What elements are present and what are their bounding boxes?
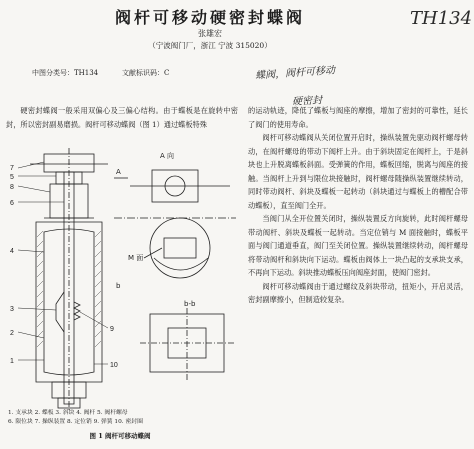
part-number: 5	[10, 174, 14, 181]
part-number: 6	[10, 200, 14, 207]
m-face-label: M 面	[128, 254, 144, 262]
paragraph: 阀杆可移动蝶阀由于通过螺纹及斜块带动，扭矩小，开启灵活，密封副摩擦小，但制造较复杂。	[248, 281, 468, 304]
part-number: 9	[110, 326, 114, 333]
part-number: 2	[10, 330, 14, 337]
spring	[74, 302, 80, 320]
right-column	[248, 104, 468, 307]
b-marker: b	[116, 282, 121, 290]
legend-line: 6. 限位块 7. 操纵装置 8. 定位销 9. 弹簧 10. 密封圈	[8, 419, 143, 425]
classification-number: 中图分类号：TH134	[32, 69, 99, 77]
author: 张雄宏	[198, 29, 222, 38]
document-code: 文献标识码：C	[122, 69, 170, 77]
stem-section	[164, 238, 196, 258]
part-number: 7	[10, 165, 14, 172]
a-marker: A	[116, 168, 121, 176]
part-number: 1	[10, 358, 14, 365]
m-face-detail	[150, 218, 210, 278]
legend-line: 1. 支承块 2. 蝶板 3. 斜块 4. 阀杆 5. 阀杆螺母	[8, 410, 128, 416]
view-a-label: A 向	[160, 152, 175, 160]
figure-legend	[8, 409, 240, 427]
valve-figure	[4, 142, 242, 428]
part-number: 3	[10, 306, 14, 313]
left-column	[6, 104, 238, 131]
wedge-block	[56, 292, 64, 332]
part-number: 8	[10, 184, 14, 191]
figure-caption: 图 1 阀杆可移动蝶阀	[89, 432, 151, 440]
part-number: 4	[10, 248, 14, 255]
disc-arc	[154, 258, 208, 270]
leader-lines	[18, 162, 108, 364]
section-bb-label: b-b	[184, 300, 196, 308]
paragraph: 当阀门从全开位置关闭时，操纵装置反方向旋转，此时阀杆螺母带动阀杆、斜块及蝶板一起转动。当定位销与 M 面接触时，蝶板平面与阀门通道垂直，阀门至关闭位置。操纵装置继续转动，阀杆螺母将带动阀杆和斜块向下运动。蝶板由阀体上一块凸起的支承块支承，不再向下运动。斜块推动蝶板压向阀座封面，使阀门密封。	[248, 214, 468, 277]
article-title: 阀杆可移动硬密封蝶阀	[114, 8, 305, 27]
paragraph: 的运动轨迹，降低了蝶板与阀座的摩擦，增加了密封的可靠性，延长了阀门的使用寿命。	[248, 106, 468, 129]
paragraph: 硬密封蝶阀一般采用双偏心及三偏心结构。由于蝶板是在旋转中密封，所以密封副易磨损。阀杆可移动蝶阀（图 1）通过蝶板特殊	[6, 106, 238, 129]
part-number: 10	[110, 362, 118, 369]
handwritten-code: TH134	[410, 8, 473, 29]
handwritten-note: 硬密封	[291, 95, 323, 108]
handwritten-note: 蝶阀，阀杆可移动	[254, 65, 336, 82]
affiliation: （宁波阀门厂，浙江 宁波 315020）	[148, 41, 272, 50]
paragraph: 阀杆可移动蝶阀从关闭位置开启时，操纵装置先驱动阀杆螺母转动，在阀杆螺母的带动下阀杆上升。由于斜块固定在阀杆上，于是斜块也上升脱离蝶板斜面。受弹簧的作用，蝶板回缩，脱离与阀座的接触。当阀杆上升到与限位块接触时，阀杆螺母随操纵装置继续转动，同时带动阀杆、斜块及蝶板一起转动（斜块通过与蝶板上的槽配合带动蝶板），直至阀门全开。	[248, 133, 468, 210]
